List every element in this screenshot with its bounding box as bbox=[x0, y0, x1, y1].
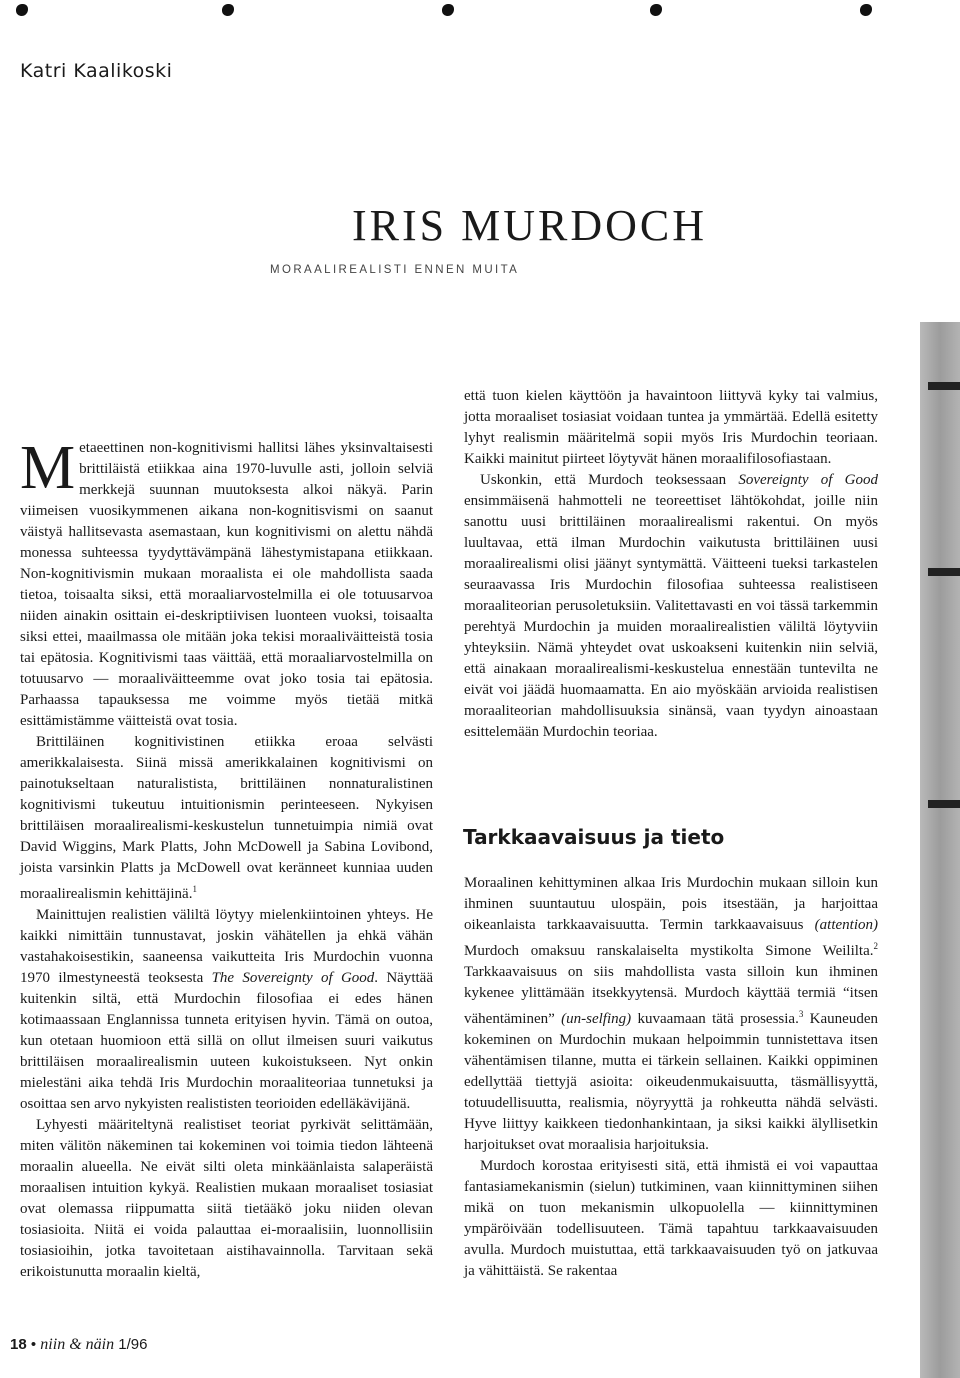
term-attention: (attention) bbox=[814, 917, 878, 933]
article-subtitle: MORAALIREALISTI ENNEN MUITA bbox=[270, 264, 520, 276]
paragraph-text: Uskonkin, että Murdoch teoksessaan bbox=[480, 472, 739, 488]
paragraph bbox=[464, 470, 878, 743]
registration-mark bbox=[16, 4, 28, 16]
paragraph-text: ensimmäisenä hahmotteli ne teoreettiset lähtökohdat, joille niin sanottu uusi brittiläinen moraalirealismi rakentui. On myös luultavaa, että ilman Murdochin vaikutusta brittiläinen uusi moraalirealismi olisi jäänyt syntymättä. Väitteeni tueksi tarkastelen seuraavassa Iris Murdochin filosofiaa suhteessa realistiseen moraaliteorian perusoletuksiin. Valitettavasti en voi tässä tarkemmin perehtyä Murdochin ja muiden moraalirealistien väliltä löytyviin yhteyksiin. Nämä yhteydet ovat uskoakseni kuitenkin niin selviä, että ainakaan moraalirealismi-keskustelua ennestään tuntevilta ne eivät voi jäädä huomaamatta. En aio myöskään arvioida realistisen moraaliteorian mahdollisuuksia sinänsä, vaan tyydyn ainoastaan esittelemään Murdochin teoriaa. bbox=[464, 493, 878, 740]
paragraph bbox=[464, 386, 878, 470]
footnote-ref[interactable]: 3 bbox=[798, 1009, 804, 1019]
article-title: IRIS MURDOCH bbox=[352, 201, 708, 250]
paragraph-text: Moraalinen kehittyminen alkaa Iris Murdochin mukaan silloin kun ihminen suuntautuu ulospäin, pois itsestään, ja harjoittaa oikeanlaista tarkkaavaisuutta. Termin tarkkaavaisuus bbox=[464, 875, 878, 933]
page-footer bbox=[10, 1336, 147, 1354]
magazine-name: niin & näin bbox=[40, 1336, 115, 1353]
scan-edge-mark bbox=[928, 568, 960, 576]
issue-number: 1/96 bbox=[118, 1336, 148, 1353]
paragraph bbox=[464, 873, 878, 1156]
paragraph-text: Murdoch omaksuu ranskalaiselta mystikolta Simone Weililta. bbox=[464, 943, 874, 959]
registration-mark bbox=[860, 4, 872, 16]
paragraph-text: etaeettinen non-kognitivismi hallitsi lähes yksinvaltaisesti brittiläistä etiikkaa aina 1970-luvulle asti, jolloin selviä merkkejä suunnan muutoksesta alkoi näkyä. Parin viimeisen vuosikymmenen aikana non-kognitisvismi on saanut väistyä hallitsevasta asemastaan, kun kognitivismi on alettu nähdä monessa suhteessa tyydyttävämpänä lähestymistapana etiikkaan. Non-kognitivismin mukaan moraalista ei ole mahdollista saada tietoa, toisaalta siksi, että moraaliarvostelmilla ei ole totuusarvoa niiden ainakin osittain ei-deskriptiivisen luonteen vuoksi, toisaalta siksi ettei, maailmassa ole mitään joka tekisi moraaliväitteistä tosia tai epätosia. Kognitivismi taas väittää, että moraaliarvostelmilla on totuusarvo — moraaliväitteemme ovat joko tosia tai epätosia. Parhaassa tapauksessa me voimme myös tietää mitkä esittämistämme väitteistä ovat tosia. bbox=[20, 440, 433, 729]
page-number: 18 bbox=[10, 1336, 27, 1353]
drop-cap: M bbox=[20, 434, 76, 502]
footnote-ref[interactable]: 1 bbox=[192, 884, 197, 894]
scan-edge-mark bbox=[928, 800, 960, 808]
paragraph-text: . Näyttää kuitenkin siltä, että Murdochin filosofiaa ei edes hänen kotimaassaan Englannissa tunneta erityisen hyvin. Tämä on outoa, kun otetaan huomioon että sillä on ollut ilmeisen suuri vaikutus brittiläisen moraalirealismin uuteen kukoistukseen. Nyt onkin mielestäni aika tehdä Iris Murdochin moraaliteoriaa tunnetuksi ja osoittaa sen arvo nykyisten realististen teorioiden edelläkävijänä. bbox=[20, 970, 433, 1112]
author-name: Katri Kaalikoski bbox=[20, 60, 173, 82]
term-unselfing: (un-selfing) bbox=[561, 1011, 632, 1027]
paragraph-text: Murdoch korostaa erityisesti sitä, että ihmistä ei voi vapauttaa fantasiamekanismin (sielun) tutkiminen, vaan kiinnittyminen siihen mikä on tuon mekanismin ulkopuolella — kiinnittyminen ympäröivään todellisuuteen. Tämä tapahtuu tarkkaavaisuuden avulla. Murdoch muistuttaa, että tarkkaavaisuuden työ on jatkuvaa ja vähittäistä. Se rakentaa bbox=[464, 1158, 878, 1279]
paragraph bbox=[20, 732, 433, 905]
scan-edge-mark bbox=[928, 382, 960, 390]
right-column-section bbox=[464, 873, 878, 1282]
footer-bullet: • bbox=[30, 1336, 37, 1353]
registration-mark bbox=[650, 4, 662, 16]
paragraph-text: Lyhyesti määriteltynä realistiset teoriat pyrkivät selittämään, miten välitön näkeminen tai kokeminen voi toimia tiedon lähteenä moraalin alueella. Ne eivät silti oleta minkäänlaista salaperäistä moraalisen intuition kykyä. Realistien mukaan moraaliset tosiasiat ovat olemassa riippumatta siitä tietääkö joku niiden olevan tosiasioita. Niitä ei voida palauttaa ei-moraalisiin, luonnollisiin tosiasioihin, jotka tavoitetaan aistihavainnolla. Tarvitaan sekä erikoistunutta moraalin kieltä, bbox=[20, 1117, 433, 1280]
paragraph-text: Brittiläinen kognitivistinen etiikka eroaa selvästi amerikkalaisesta. Siinä missä amerikkalainen kognitivismi on painotukseltaan naturalistista, brittiläinen nonnaturalistinen kognitivismi tukeutuu intuitionismin perinteeseen. Nykyisen brittiläisen moraalirealismi-keskustelun tunnetuimpia nimiä ovat David Wiggins, Mark Platts, John McDowell ja Sabina Lovibond, joista varsinkin Platts ja McDowell ovat keränneet kunniaa uuden moraalirealismin kehittäjinä. bbox=[20, 734, 433, 902]
paragraph-text: kuvaamaan tätä prosessia. bbox=[631, 1011, 799, 1027]
paragraph bbox=[20, 1115, 433, 1283]
footnote-ref[interactable]: 2 bbox=[873, 941, 878, 951]
left-column bbox=[20, 434, 433, 1283]
paragraph bbox=[464, 1156, 878, 1282]
book-title: Sovereignty of Good bbox=[738, 472, 878, 488]
paragraph bbox=[20, 434, 433, 732]
scan-edge-strip bbox=[920, 322, 960, 1378]
book-title: The Sovereignty of Good bbox=[211, 970, 375, 986]
paragraph-text: Kauneuden kokeminen on Murdochin mukaan helpoimmin tunnistettava itsen vähentämisen tilanne, mutta ei tärkein sellainen. Kaikki oppiminen edellyttää tiettyjä asioita: oikeudenmukaisuutta, täsmällisyyttä, totuudellisuutta, realismia, nöyryyttä ja rohkeutta nähdä selvästi. Hyve liittyy kaikkeen tiedonhankintaan, ja siksi kaikki älyllisetkin harjoitukset ovat moraalisia harjoituksia. bbox=[464, 1011, 878, 1153]
registration-mark bbox=[222, 4, 234, 16]
right-column bbox=[464, 386, 878, 743]
paragraph bbox=[20, 905, 433, 1115]
paragraph-text: että tuon kielen käyttöön ja havaintoon liittyvä kyky tai valmius, jotta moraaliset tosiasiat voidaan tuntea ja ymmärtää. Edellä esitetty lyhyt realismin määritelmä sopii myös Iris Murdochin teoriaan. Kaikki mainitut piirteet löytyvät hänen moraalifilosofiastaan. bbox=[464, 388, 878, 467]
paragraph-text: Tarkkaavaisuus on siis mahdollista vasta silloin kun ihminen kykenee ylittämään itsekkyytensä. Murdoch käyttää termiä “itsen vähentäminen” bbox=[464, 964, 878, 1027]
registration-mark bbox=[442, 4, 454, 16]
paragraph-text: Mainittujen realistien väliltä löytyy mielenkiintoinen yhteys. He kaikki nimittäin tunnustavat, joskin vähätellen ja ehkä vähän vastahakoisestikin, saaneensa vaikutteita Iris Murdochin vuonna 1970 ilmestyneestä teoksesta bbox=[20, 907, 433, 986]
section-heading: Tarkkaavaisuus ja tieto bbox=[463, 825, 725, 849]
